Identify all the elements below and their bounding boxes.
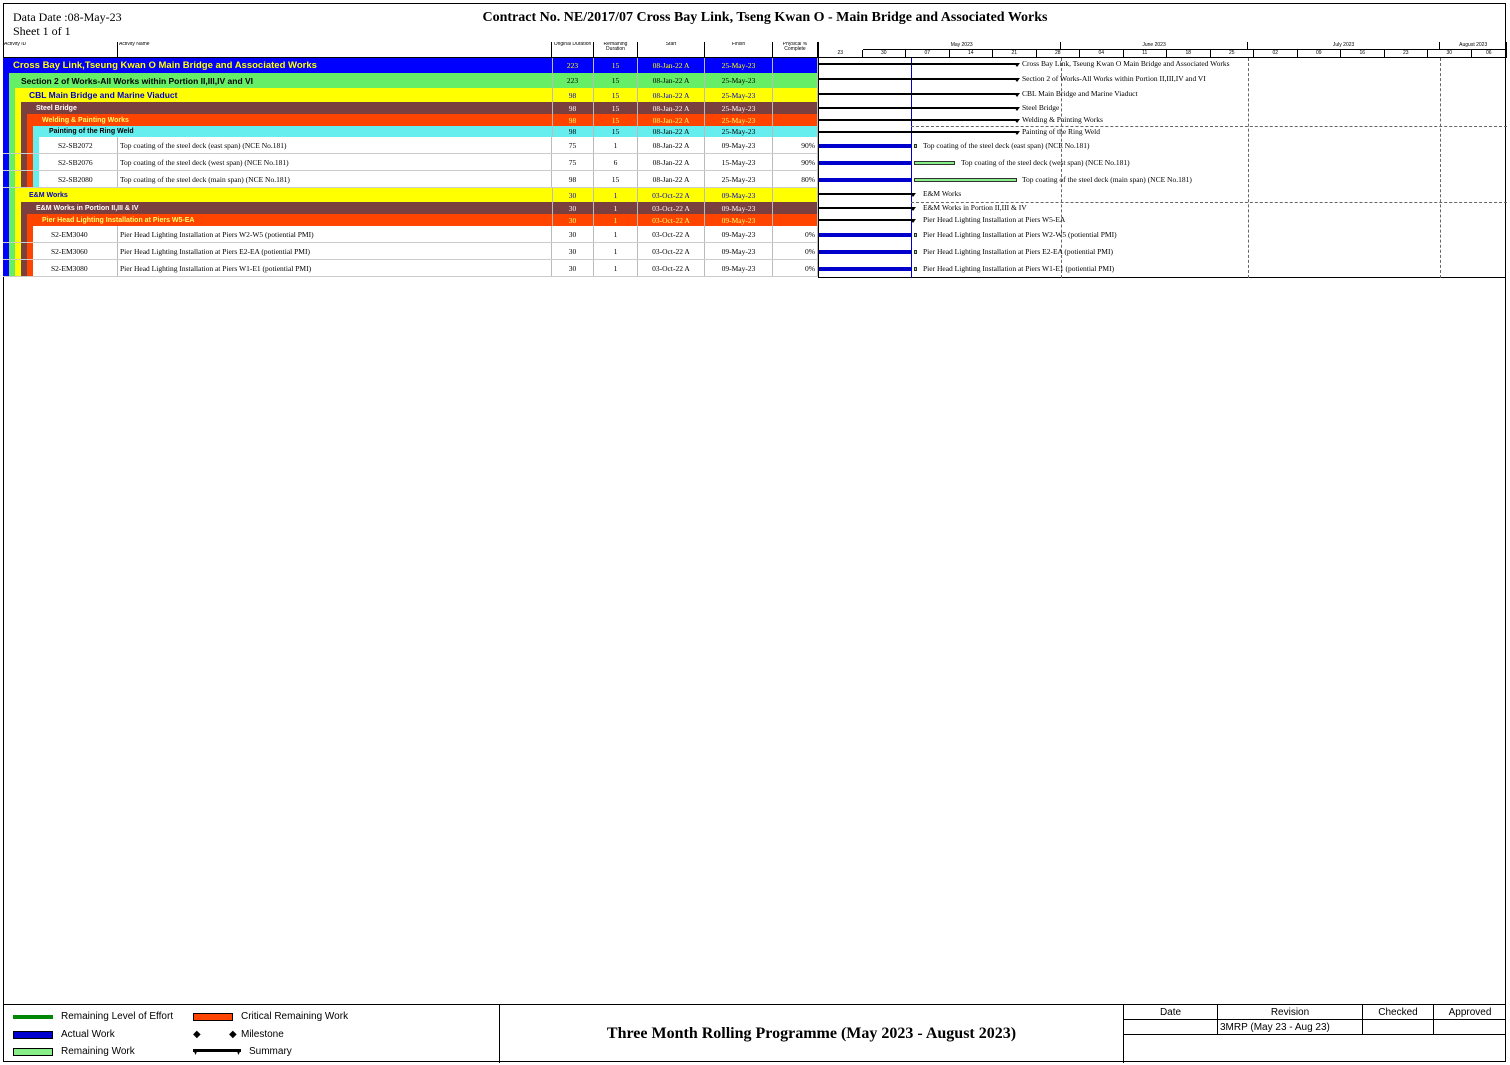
data-date: Data Date :08-May-23 [13, 10, 122, 24]
revision-value[interactable]: 3MRP (May 23 - Aug 23) [1218, 1020, 1363, 1035]
activity-name: Top coating of the steel deck (west span) (NCE No.181) [118, 154, 552, 170]
remaining-work-bar[interactable] [914, 144, 917, 148]
timeline-week: 02 [1254, 50, 1298, 58]
activity-name: Pier Head Lighting Installation at Piers W2-W5 (potiential PMI) [118, 226, 552, 242]
wbs-name: E&M Works [29, 191, 68, 199]
activity-row[interactable] [3, 171, 818, 188]
remaining-duration: 15 [594, 126, 638, 137]
original-duration: 98 [552, 102, 594, 114]
activity-row[interactable] [3, 226, 818, 243]
gantt-bar-label: Welding & Painting Works [1022, 115, 1103, 124]
start-date: 08-Jan-22 A [638, 73, 705, 88]
timeline-month: May 2023 [863, 42, 1061, 50]
summary-end-marker [1014, 107, 1020, 111]
finish-date: 09-May-23 [705, 214, 773, 226]
start-date: 08-Jan-22 A [638, 171, 705, 187]
data-date-line [911, 58, 912, 278]
original-duration: 30 [552, 188, 594, 202]
legend-label: Remaining Level of Effort [61, 1011, 174, 1022]
activity-id: S2-SB2080 [56, 171, 118, 187]
finish-date: 25-May-23 [705, 126, 773, 137]
programme-title: Three Month Rolling Programme (May 2023 - August 2023) [500, 1005, 1124, 1063]
remaining-duration: 1 [594, 202, 638, 214]
gantt-bar-label: E&M Works in Portion II,III & IV [923, 203, 1027, 212]
summary-end-marker [1014, 131, 1020, 135]
summary-end-marker [910, 193, 916, 197]
remaining-duration: 15 [594, 88, 638, 102]
remaining-duration: 15 [594, 73, 638, 88]
original-duration: 30 [552, 260, 594, 276]
gantt-bar-label: Pier Head Lighting Installation at Piers E2-EA (potiential PMI) [923, 247, 1113, 256]
gantt-bar-label: Top coating of the steel deck (west span) (NCE No.181) [961, 158, 1130, 167]
timeline-week: 23 [1385, 50, 1429, 58]
finish-date: 09-May-23 [705, 260, 773, 276]
approved-value[interactable] [1434, 1020, 1506, 1035]
finish-date: 09-May-23 [705, 202, 773, 214]
wbs-band-row[interactable] [3, 73, 818, 88]
activity-row[interactable] [3, 260, 818, 277]
timeline-week: 04 [1080, 50, 1124, 58]
approved-header: Approved [1434, 1005, 1506, 1020]
legend-label: Remaining Work [61, 1046, 135, 1057]
date-value[interactable] [1124, 1020, 1218, 1035]
gantt-bar-label: Top coating of the steel deck (east span) (NCE No.181) [923, 141, 1090, 150]
summary-end-marker [910, 207, 916, 211]
legend-critical [193, 1011, 348, 1022]
physical-complete [773, 73, 818, 88]
timeline-week: 06 [1472, 50, 1508, 58]
physical-complete: 0% [773, 243, 818, 259]
wbs-name: Welding & Painting Works [42, 116, 129, 124]
activity-row[interactable] [3, 243, 818, 260]
original-duration: 30 [552, 243, 594, 259]
summary-bar[interactable] [819, 131, 1017, 133]
sheet-number: Sheet 1 of 1 [13, 24, 71, 38]
timeline-week: 25 [1211, 50, 1255, 58]
row-group-separator [911, 126, 1507, 127]
finish-date: 25-May-23 [705, 88, 773, 102]
timeline-week: 21 [993, 50, 1037, 58]
wbs-stripe [27, 260, 33, 276]
gantt-bar-label: Cross Bay Link, Tseung Kwan O Main Bridge and Associated Works [1022, 59, 1230, 68]
activity-name: Pier Head Lighting Installation at Piers W1-E1 (potiential PMI) [118, 260, 552, 276]
gantt-bar-label: Painting of the Ring Weld [1022, 127, 1101, 136]
actual-work-bar[interactable] [819, 267, 911, 271]
finish-date: 15-May-23 [705, 154, 773, 170]
wbs-band-row[interactable] [3, 202, 818, 214]
start-date: 03-Oct-22 A [638, 243, 705, 259]
summary-bar[interactable] [819, 63, 1017, 65]
col-activity-name[interactable]: Activity Name [118, 42, 552, 58]
remaining-work-bar[interactable] [914, 161, 955, 165]
remaining-duration: 1 [594, 188, 638, 202]
legend-remaining-work [13, 1046, 135, 1057]
wbs-stripe [27, 243, 33, 259]
timeline-week: 11 [1124, 50, 1168, 58]
original-duration: 98 [552, 114, 594, 126]
legend-label: Critical Remaining Work [241, 1011, 349, 1022]
remaining-duration: 1 [594, 226, 638, 242]
actual-work-bar[interactable] [819, 178, 911, 182]
wbs-name: Painting of the Ring Weld [49, 128, 134, 135]
wbs-name: Section 2 of Works-All Works within Portion II,III,IV and VI [21, 75, 254, 86]
timeline-week: 14 [950, 50, 994, 58]
wbs-stripe [33, 154, 39, 170]
wbs-band-row[interactable] [3, 114, 818, 126]
physical-complete: 90% [773, 137, 818, 153]
summary-end-marker [1014, 63, 1020, 67]
legend-label: Summary [249, 1046, 292, 1057]
col-original-duration[interactable]: Original Duration [552, 42, 594, 58]
wbs-name: Cross Bay Link,Tseung Kwan O Main Bridge and Associated Works [13, 60, 317, 71]
gantt-bar-label: Pier Head Lighting Installation at Piers W5-EA [923, 215, 1066, 224]
summary-end-marker [910, 219, 916, 223]
activity-row[interactable] [3, 154, 818, 171]
original-duration: 30 [552, 202, 594, 214]
wbs-band-row[interactable] [3, 102, 818, 114]
physical-complete [773, 114, 818, 126]
remaining-duration: 15 [594, 171, 638, 187]
wbs-name: E&M Works in Portion II,III & IV [36, 204, 139, 212]
original-duration: 75 [552, 154, 594, 170]
timeline-week: 23 [819, 50, 863, 58]
col-remaining-duration[interactable]: Remaining Duration [594, 42, 638, 58]
start-date: 08-Jan-22 A [638, 137, 705, 153]
wbs-band-row[interactable] [3, 126, 818, 137]
physical-complete [773, 88, 818, 102]
wbs-stripe [27, 226, 33, 242]
footer [3, 1004, 1506, 1062]
start-date: 08-Jan-22 A [638, 154, 705, 170]
summary-bar[interactable] [819, 107, 1017, 109]
original-duration: 98 [552, 88, 594, 102]
wbs-stripe [33, 171, 39, 187]
finish-date: 25-May-23 [705, 58, 773, 73]
col-start[interactable]: Start [638, 42, 705, 58]
wbs-name: Pier Head Lighting Installation at Piers W5-EA [42, 216, 195, 224]
remaining-duration: 1 [594, 260, 638, 276]
physical-complete: 0% [773, 226, 818, 242]
date-header: Date [1124, 1005, 1218, 1020]
original-duration: 223 [552, 73, 594, 88]
activity-name: Pier Head Lighting Installation at Piers E2-EA (potiential PMI) [118, 243, 552, 259]
summary-bar[interactable] [819, 119, 1017, 121]
legend-label: Milestone [241, 1029, 284, 1040]
gantt-bar-label: Pier Head Lighting Installation at Piers W1-E1 (potiential PMI) [923, 264, 1115, 273]
remaining-duration: 6 [594, 154, 638, 170]
legend-level-of-effort [13, 1011, 173, 1022]
physical-complete [773, 58, 818, 73]
summary-bar[interactable] [819, 93, 1017, 95]
remaining-duration: 15 [594, 102, 638, 114]
timeline-week: 09 [1298, 50, 1342, 58]
start-date: 08-Jan-22 A [638, 126, 705, 137]
gantt-bar-label: CBL Main Bridge and Marine Viaduct [1022, 89, 1138, 98]
month-gridline [1248, 58, 1249, 278]
activity-id: S2-SB2076 [56, 154, 118, 170]
activity-name: Top coating of the steel deck (main span) (NCE No.181) [118, 171, 552, 187]
original-duration: 223 [552, 58, 594, 73]
start-date: 08-Jan-22 A [638, 88, 705, 102]
physical-complete [773, 214, 818, 226]
timeline-week: 30 [1428, 50, 1472, 58]
physical-complete [773, 126, 818, 137]
activity-id: S2-EM3060 [49, 243, 118, 259]
activity-row[interactable] [3, 137, 818, 154]
summary-bar[interactable] [819, 193, 913, 195]
summary-bar[interactable] [819, 219, 913, 221]
timeline-week: 07 [906, 50, 950, 58]
physical-complete: 80% [773, 171, 818, 187]
activity-id: S2-SB2072 [56, 137, 118, 153]
summary-icon [193, 1048, 241, 1056]
finish-date: 25-May-23 [705, 102, 773, 114]
timeline-month: August 2023 [1440, 42, 1507, 50]
legend-label: Actual Work [61, 1029, 115, 1040]
activity-name: Top coating of the steel deck (east span) (NCE No.181) [118, 137, 552, 153]
remaining-duration: 1 [594, 243, 638, 259]
start-date: 08-Jan-22 A [638, 58, 705, 73]
actual-work-swatch [13, 1031, 53, 1039]
gantt-bar-label: E&M Works [923, 189, 962, 198]
original-duration: 30 [552, 214, 594, 226]
col-physical-complete[interactable]: Physical % Complete [773, 42, 818, 58]
remaining-work-bar[interactable] [914, 250, 917, 254]
col-activity-id[interactable]: Activity ID [3, 42, 118, 58]
legend-summary [193, 1046, 292, 1057]
start-date: 03-Oct-22 A [638, 202, 705, 214]
remaining-duration: 1 [594, 214, 638, 226]
physical-complete [773, 202, 818, 214]
wbs-stripe [33, 137, 39, 153]
start-date: 03-Oct-22 A [638, 226, 705, 242]
activity-id: S2-EM3080 [49, 260, 118, 276]
remaining-work-bar[interactable] [914, 233, 917, 237]
wbs-band-row[interactable] [3, 58, 818, 73]
finish-date: 09-May-23 [705, 137, 773, 153]
timeline-month: July 2023 [1248, 42, 1441, 50]
wbs-band-row[interactable] [3, 188, 818, 202]
actual-work-bar[interactable] [819, 233, 911, 237]
original-duration: 98 [552, 126, 594, 137]
summary-end-marker [1014, 119, 1020, 123]
original-duration: 30 [552, 226, 594, 242]
checked-value[interactable] [1363, 1020, 1434, 1035]
finish-date: 09-May-23 [705, 188, 773, 202]
timeline-week: 16 [1341, 50, 1385, 58]
legend [3, 1005, 500, 1063]
legend-actual-work [13, 1029, 115, 1040]
gantt-chart [818, 42, 1506, 278]
start-date: 08-Jan-22 A [638, 102, 705, 114]
summary-end-marker [1014, 93, 1020, 97]
physical-complete: 0% [773, 260, 818, 276]
activity-id: S2-EM3040 [49, 226, 118, 242]
timeline-week: 18 [1167, 50, 1211, 58]
finish-date: 25-May-23 [705, 171, 773, 187]
remaining-duration: 15 [594, 58, 638, 73]
revision-table [1124, 1005, 1506, 1063]
legend-milestone [193, 1029, 284, 1040]
gantt-bar-label: Steel Bridge [1022, 103, 1060, 112]
month-gridline [1440, 58, 1441, 278]
start-date: 03-Oct-22 A [638, 260, 705, 276]
critical-swatch [193, 1013, 233, 1021]
actual-work-bar[interactable] [819, 250, 911, 254]
finish-date: 25-May-23 [705, 73, 773, 88]
original-duration: 98 [552, 171, 594, 187]
physical-complete: 90% [773, 154, 818, 170]
remaining-duration: 1 [594, 137, 638, 153]
finish-date: 09-May-23 [705, 226, 773, 242]
wbs-name: CBL Main Bridge and Marine Viaduct [29, 90, 178, 100]
gantt-bar-label: Top coating of the steel deck (main span) (NCE No.181) [1022, 175, 1192, 184]
start-date: 08-Jan-22 A [638, 114, 705, 126]
col-finish[interactable]: Finish [705, 42, 773, 58]
remaining-work-bar[interactable] [914, 267, 917, 271]
physical-complete [773, 102, 818, 114]
gantt-bar-label: Section 2 of Works-All Works within Portion II,III,IV and VI [1022, 74, 1206, 83]
start-date: 03-Oct-22 A [638, 214, 705, 226]
physical-complete [773, 188, 818, 202]
revision-header: Revision [1218, 1005, 1363, 1020]
checked-header: Checked [1363, 1005, 1434, 1020]
actual-work-bar[interactable] [819, 144, 911, 148]
timeline-week: 30 [863, 50, 907, 58]
timeline-month: June 2023 [1061, 42, 1247, 50]
timeline-week: 28 [1037, 50, 1081, 58]
remaining-work-bar[interactable] [914, 178, 1017, 182]
summary-bar[interactable] [819, 78, 1017, 80]
wbs-band-row[interactable] [3, 88, 818, 102]
milestone-icon: ◆ ◆ [193, 1028, 237, 1040]
finish-date: 25-May-23 [705, 114, 773, 126]
actual-work-bar[interactable] [819, 161, 911, 165]
remaining-work-swatch [13, 1048, 53, 1056]
finish-date: 09-May-23 [705, 243, 773, 259]
wbs-band-row[interactable] [3, 214, 818, 226]
gantt-bar-label: Pier Head Lighting Installation at Piers W2-W5 (potiential PMI) [923, 230, 1117, 239]
summary-end-marker [1014, 78, 1020, 82]
contract-title: Contract No. NE/2017/07 Cross Bay Link, Tseng Kwan O - Main Bridge and Associated Works [482, 10, 1048, 25]
wbs-name: Steel Bridge [36, 104, 77, 112]
remaining-duration: 15 [594, 114, 638, 126]
summary-bar[interactable] [819, 207, 913, 209]
original-duration: 75 [552, 137, 594, 153]
start-date: 03-Oct-22 A [638, 188, 705, 202]
level-of-effort-swatch [13, 1015, 53, 1019]
